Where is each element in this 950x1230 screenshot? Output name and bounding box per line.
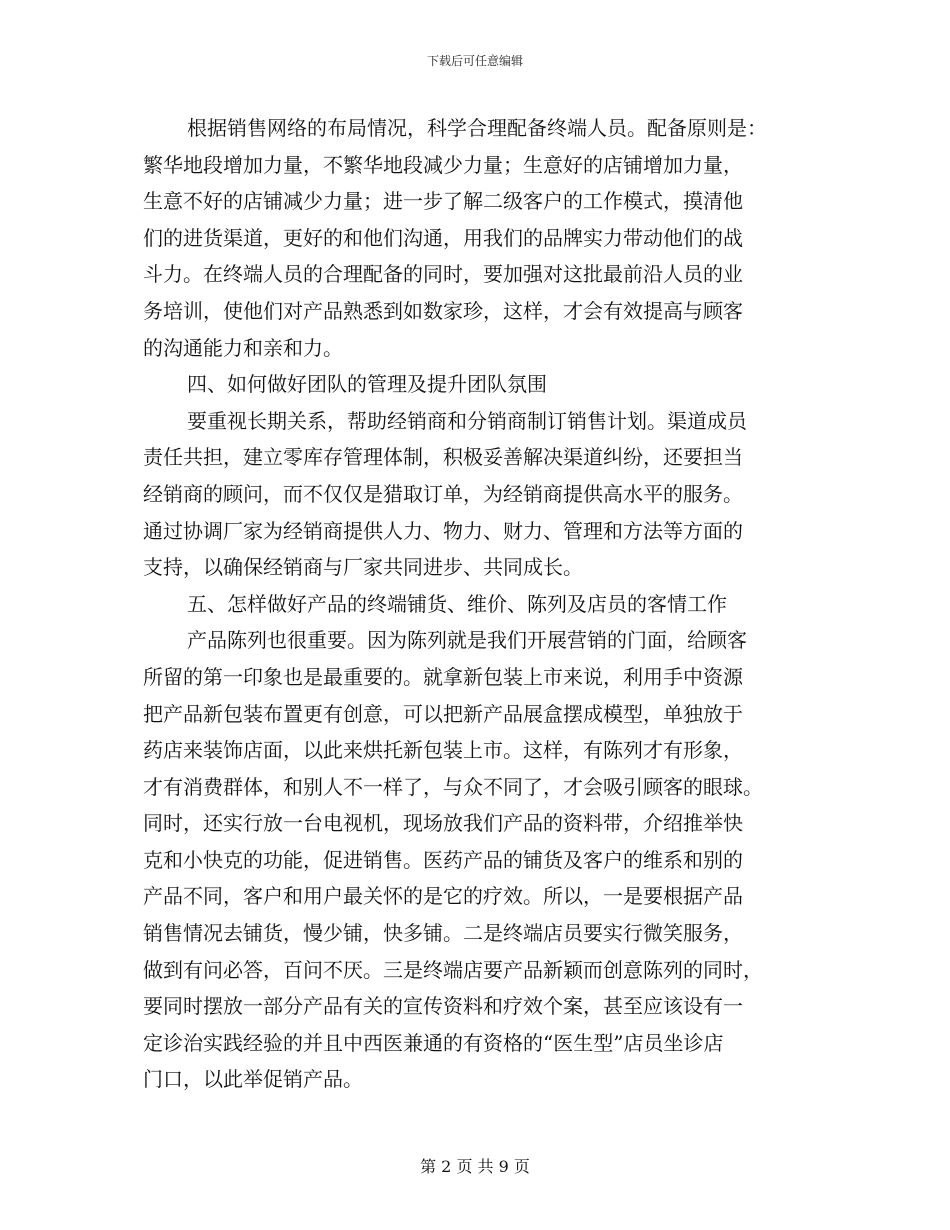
paragraph-line: 们的进货渠道，更好的和他们沟通，用我们的品牌实力带动他们的战 bbox=[143, 225, 743, 250]
paragraph-line: 克和小快克的功能，促进销售。医药产品的铺货及客户的维系和别的 bbox=[143, 847, 743, 872]
document-body bbox=[143, 110, 807, 1098]
paragraph-line: 繁华地段增加力量，不繁华地段减少力量；生意好的店铺增加力量， bbox=[143, 152, 743, 177]
paragraph-line: 做到有问必答，百问不厌。三是终端店要产品新颖而创意陈列的同时， bbox=[143, 957, 763, 982]
paragraph-line: 所留的第一印象也是最重要的。就拿新包装上市来说，利用手中资源 bbox=[143, 664, 743, 689]
paragraph-line: 经销商的顾问，而不仅仅是猎取订单，为经销商提供高水平的服务。 bbox=[143, 481, 743, 506]
paragraph-line: 产品不同，客户和用户最关怀的是它的疗效。所以，一是要根据产品 bbox=[143, 884, 743, 909]
paragraph-line: 生意不好的店铺减少力量；进一步了解二级客户的工作模式，摸清他 bbox=[143, 189, 743, 214]
paragraph-line: 要同时摆放一部分产品有关的宣传资料和疗效个案，甚至应该设有一 bbox=[143, 994, 743, 1019]
section-heading: 五、怎样做好产品的终端铺货、维价、陈列及店员的客情工作 bbox=[187, 591, 727, 616]
paragraph-line: 务培训，使他们对产品熟悉到如数家珍，这样，才会有效提高与顾客 bbox=[143, 298, 743, 323]
paragraph-line: 支持，以确保经销商与厂家共同进步、共同成长。 bbox=[143, 555, 583, 580]
paragraph-line: 才有消费群体，和别人不一样了，与众不同了，才会吸引顾客的眼球。 bbox=[143, 774, 763, 799]
paragraph-line: 产品陈列也很重要。因为陈列就是我们开展营销的门面，给顾客 bbox=[187, 628, 747, 653]
paragraph-line: 定诊治实践经验的并且中西医兼通的有资格的“医生型”店员坐诊店 bbox=[143, 1030, 724, 1055]
page-footer: 第 2 页 共 9 页 bbox=[420, 1157, 530, 1176]
section-heading: 四、如何做好团队的管理及提升团队氛围 bbox=[187, 372, 547, 397]
page-header: 下载后可任意编辑 bbox=[426, 54, 523, 68]
paragraph-line: 把产品新包装布置更有创意，可以把新产品展盒摆成模型，单独放于 bbox=[143, 701, 743, 726]
paragraph-line: 门口，以此举促销产品。 bbox=[143, 1067, 363, 1092]
paragraph-line: 责任共担，建立零库存管理体制，积极妥善解决渠道纠纷，还要担当 bbox=[143, 445, 743, 470]
paragraph-line: 同时，还实行放一台电视机，现场放我们产品的资料带，介绍推举快 bbox=[143, 811, 743, 836]
paragraph-line: 通过协调厂家为经销商提供人力、物力、财力、管理和方法等方面的 bbox=[143, 518, 743, 543]
paragraph-line: 药店来装饰店面，以此来烘托新包装上市。这样，有陈列才有形象， bbox=[143, 738, 743, 763]
paragraph-line: 要重视长期关系，帮助经销商和分销商制订销售计划。渠道成员 bbox=[187, 408, 747, 433]
paragraph-line: 斗力。在终端人员的合理配备的同时，要加强对这批最前沿人员的业 bbox=[143, 262, 743, 287]
paragraph-line: 销售情况去铺货，慢少铺，快多铺。二是终端店员要实行微笑服务， bbox=[143, 921, 743, 946]
paragraph-line: 根据销售网络的布局情况，科学合理配备终端人员。配备原则是： bbox=[187, 116, 767, 140]
paragraph-line: 的沟通能力和亲和力。 bbox=[143, 335, 343, 360]
